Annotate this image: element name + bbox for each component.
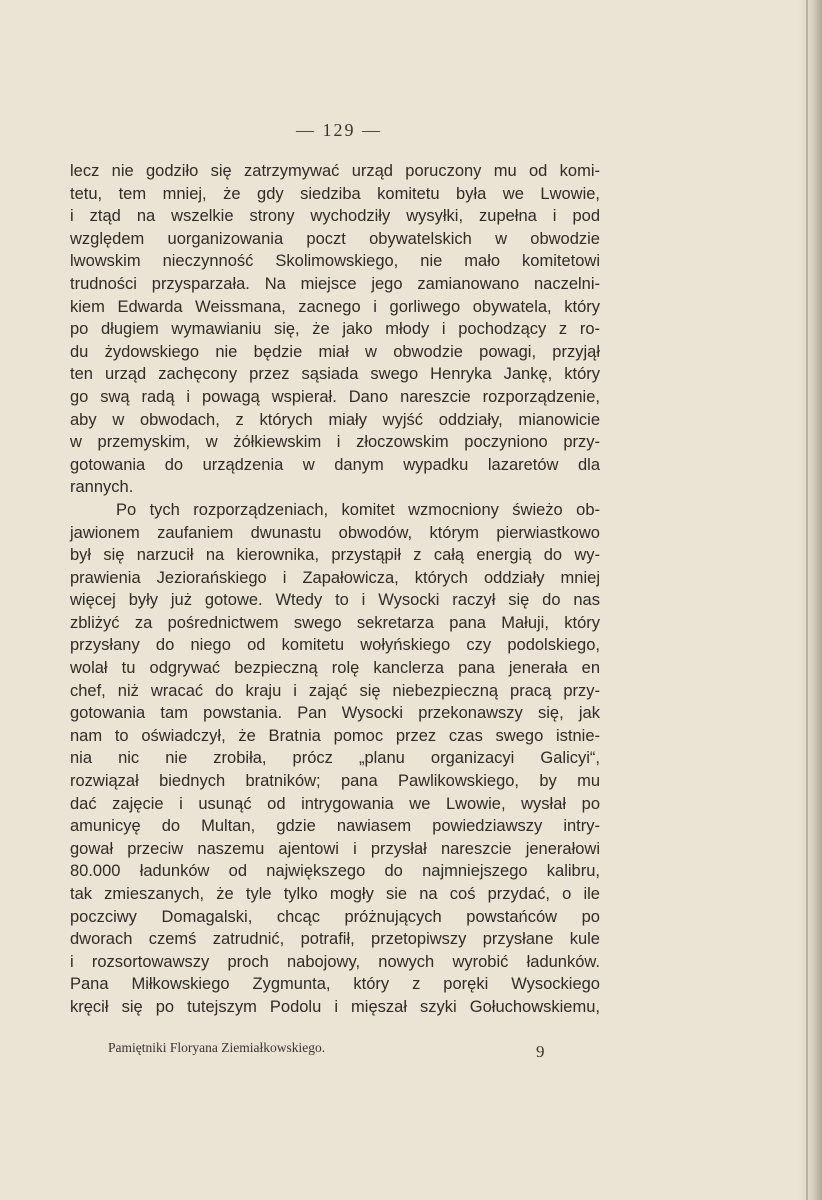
text-line: du żydowskiego nie będzie miał w obwodzie powagi, przyjął [70,342,600,361]
footer-book-title: Pamiętniki Floryana Ziemiałkowskiego. [108,1040,326,1055]
text-line: prawienia Jeziorańskiego i Zapałowicza, których oddziały mniej [70,568,600,587]
text-line: był się narzucił na kierownika, przystąpił z całą energią do wy- [70,546,600,565]
text-line: lecz nie godziło się zatrzymywać urząd poruczony mu od komi- [70,162,600,180]
text-line: kręcił się po tutejszym Podolu i mięszał szyki Gołuchowskiemu, [70,997,600,1016]
text-line: nam to oświadczył, że Bratnia pomoc przez czas swego istnie- [70,726,600,745]
text-line: dworach czemś zatrudnić, potrafił, przetopiwszy przysłane kule [70,930,600,949]
text-line: gotowania tam powstania. Pan Wysocki przekonawszy się, jak [70,704,600,723]
text-line: lwowskim nieczynność Skolimowskiego, nie mało komitetowi [70,252,600,271]
page-edge-shadow [798,0,822,1200]
text-line: aby w obwodach, z których miały wyjść oddziały, mianowicie [70,410,600,429]
text-line: rannych. [70,478,134,497]
text-line: gował przeciw naszemu ajentowi i przysłał nareszcie jenerałowi [70,839,600,858]
text-line: gotowania do urządzenia w danym wypadku lazaretów dla [70,455,600,474]
text-line: chef, niż wracać do kraju i zająć się niebezpieczną pracą przy- [70,681,600,700]
text-line: i rozsortowawszy proch nabojowy, nowych wyrobić ładunków. [70,952,600,971]
text-line: wolał tu odgrywać bezpieczną rolę kanclerza pana jenerała en [70,659,600,678]
text-line: jawionem zaufaniem dwunastu obwodów, którym pierwiastkowo [70,523,600,542]
text-line: tetu, tem mniej, że gdy siedziba komitetu była we Lwowie, [70,184,600,203]
text-line: przysłany do niego od komitetu wołyńskiego czy podolskiego, [70,636,600,655]
text-line: 80.000 ładunków od największego do najmniejszego kalibru, [70,862,600,881]
text-line: ten urząd zachęcony przez sąsiada swego Henryka Jankę, który [70,365,600,384]
footer-signature-number: 9 [536,1042,545,1061]
text-line: Po tych rozporządzeniach, komitet wzmocniony świeżo ob- [116,500,600,519]
text-line: tak zmieszanych, że tyle tylko mogły sie na coś przydać, o ile [70,885,600,903]
text-line: rozwiązał biednych bratników; pana Pawlikowskiego, by mu [70,772,600,791]
body-text [70,160,600,1019]
text-line: więcej były już gotowe. Wtedy to i Wysocki raczył się do nas [70,591,600,610]
page-number-header: — 129 — [296,120,382,140]
text-line: go swą radą i powagą wspierał. Dano nareszcie rozporządzenie, [70,387,600,406]
text-line: Pana Miłkowskiego Zygmunta, który z poręki Wysockiego [70,975,600,994]
text-line: i ztąd na wszelkie strony wychodziły wysyłki, zupełna i pod [70,207,600,226]
text-line: kiem Edwarda Weissmana, zacnego i gorliwego obywatela, który [70,297,600,316]
page-edge-line [806,0,808,1200]
text-line: zbliżyć za pośrednictwem swego sekretarza pana Małuji, który [70,613,600,632]
text-line: w przemyskim, w żółkiewskim i złoczowskim poczyniono przy- [70,433,600,452]
text-line: poczciwy Domagalski, chcąc próżnujących powstańców po [70,907,600,926]
text-line: względem uorganizowania poczt obywatelskich w obwodzie [70,229,600,248]
text-line: amunicyę do Multan, gdzie nawiasem powiedziawszy intry- [70,817,600,836]
text-line: nia nic nie zrobiła, prócz „planu organizacyi Galicyi“, [70,749,600,768]
text-line: po długiem wymawianiu się, że jako młody i pochodzący z ro- [70,320,600,339]
text-line: dać zajęcie i usunąć od intrygowania we Lwowie, wysłał po [70,794,600,813]
text-line: trudności przysparzała. Na miejsce jego zamianowano naczelni- [70,274,600,293]
